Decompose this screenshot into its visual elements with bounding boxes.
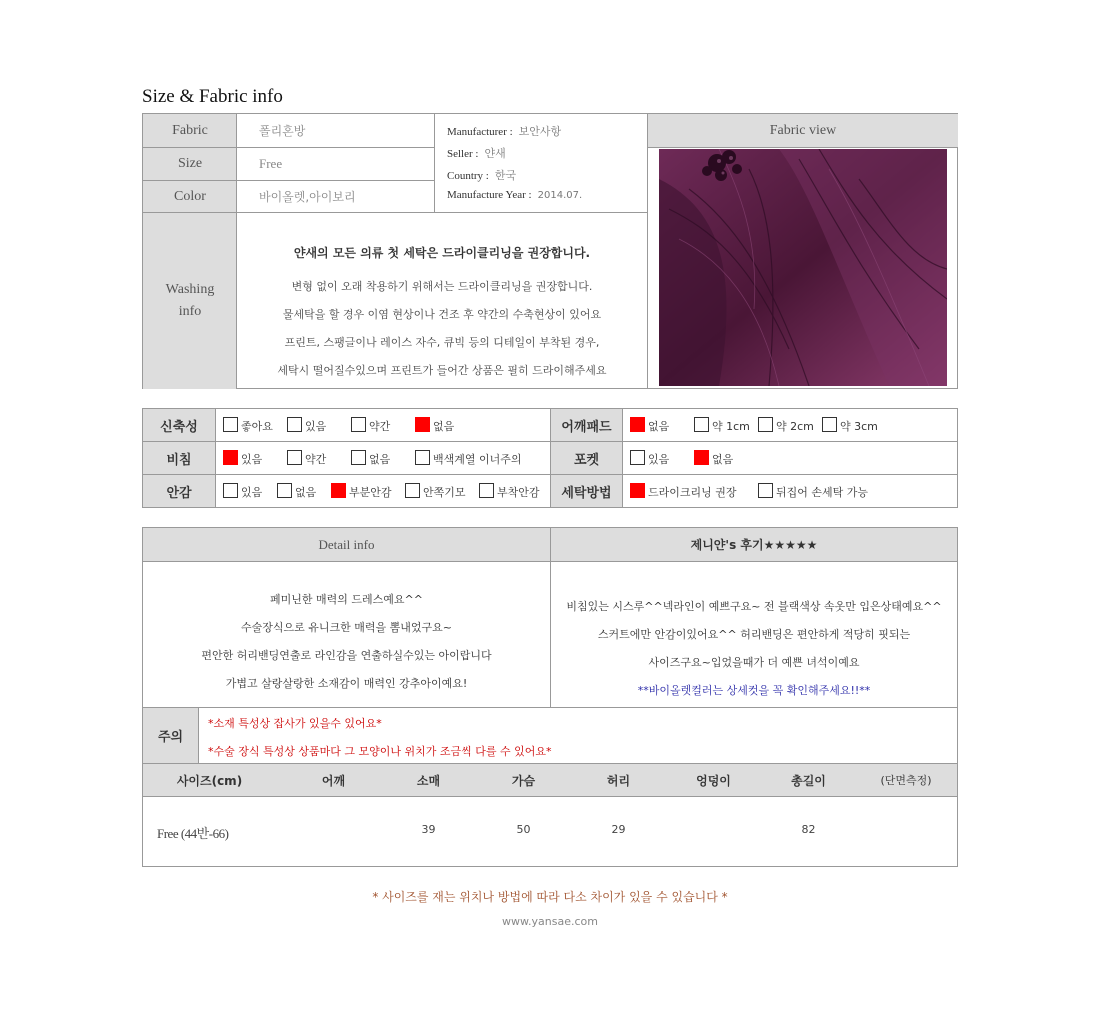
- caution-line: *수술 장식 특성상 상품마다 그 모양이나 위치가 조금씩 다를 수 있어요*: [208, 745, 552, 758]
- size-table-header-cell: (단면측정): [880, 774, 932, 787]
- year-value: 2014.07.: [537, 190, 583, 201]
- detail-line: 수술장식으로 유니크한 매력을 뽐내었구요~: [241, 621, 452, 634]
- property-option-label: 있음: [305, 420, 327, 433]
- property-option-label: 있음: [648, 453, 670, 466]
- color-value: 바이올렛,아이보리: [259, 190, 356, 204]
- review-label: 제니얀's 후기★★★★★: [551, 528, 957, 561]
- size-label: Size: [143, 148, 237, 180]
- property-option-label: 있음: [241, 453, 263, 466]
- color-label: Color: [143, 181, 237, 212]
- property-option-label: 백색계열 이너주의: [433, 453, 522, 466]
- washing-label-line-2: info: [178, 304, 202, 319]
- property-option-label: 없음: [648, 420, 670, 433]
- washing-label-line-1: Washing: [165, 282, 215, 297]
- review-line: 사이즈구요~입었을때가 더 예쁜 녀석이예요: [648, 656, 860, 669]
- manufacturer-value: 보안사항: [518, 125, 562, 138]
- property-checkbox[interactable]: [758, 417, 773, 432]
- property-checkbox[interactable]: [479, 483, 494, 498]
- property-checkbox[interactable]: [351, 450, 366, 465]
- property-checkbox[interactable]: [694, 417, 709, 432]
- property-checkbox[interactable]: [405, 483, 420, 498]
- size-table-cell: 50: [516, 823, 531, 836]
- property-checkbox[interactable]: [630, 417, 645, 432]
- seller-value: 얀새: [484, 147, 506, 160]
- property-option-label: 뒤집어 손세탁 가능: [776, 486, 869, 499]
- fabric-swatch-svg: [659, 149, 947, 386]
- washing-headline: 얀새의 모든 의류 첫 세탁은 드라이클리닝을 권장합니다.: [293, 246, 591, 260]
- country-value: 한국: [494, 169, 517, 182]
- property-option-label: 있음: [241, 486, 263, 499]
- detail-info-label: Detail info: [143, 528, 550, 561]
- property-checkbox[interactable]: [694, 450, 709, 465]
- size-table-cell: Free (44반-66): [157, 826, 229, 841]
- washing-line: 물세탁을 할 경우 이염 현상이나 건조 후 약간의 수축현상이 있어요: [282, 308, 602, 321]
- property-checkbox[interactable]: [287, 417, 302, 432]
- property-option-label: 부분안감: [349, 486, 392, 499]
- year-label: Manufacture Year :: [447, 189, 532, 201]
- property-option-label: 드라이크리닝 권장: [648, 486, 737, 499]
- property-label: 어깨패드: [551, 409, 622, 441]
- property-option-label: 없음: [712, 453, 734, 466]
- detail-line: 편안한 허리밴딩연출로 라인감을 연출하실수있는 아이랍니다: [201, 649, 492, 662]
- fabric-info-table: [142, 113, 958, 389]
- washing-line: 변형 없이 오래 착용하기 위해서는 드라이클리닝을 권장합니다.: [291, 280, 593, 293]
- property-checkbox[interactable]: [630, 483, 645, 498]
- size-table-header-cell: 사이즈(cm): [176, 774, 243, 788]
- seller-row: [447, 145, 506, 161]
- property-option-label: 약 2cm: [776, 420, 814, 433]
- property-option-label: 약 1cm: [712, 420, 750, 433]
- site-url: www.yansae.com: [502, 915, 598, 928]
- property-option-label: 좋아요: [241, 420, 273, 433]
- washing-line: 프린트, 스팽글이나 레이스 자수, 큐빅 등의 디테일이 부착된 경우,: [284, 336, 600, 349]
- property-option-label: 없음: [295, 486, 317, 499]
- detail-table: [142, 527, 958, 867]
- size-disclaimer: * 사이즈를 재는 위치나 방법에 따라 다소 차이가 있을 수 있습니다 *: [372, 890, 728, 904]
- size-table-header-cell: 총길이: [791, 774, 826, 788]
- size-table-header-cell: 소매: [416, 774, 441, 788]
- property-checkbox[interactable]: [277, 483, 292, 498]
- property-checkbox[interactable]: [331, 483, 346, 498]
- fabric-swatch-image: [659, 149, 947, 386]
- caution-line: *소재 특성상 잡사가 있을수 있어요*: [208, 717, 382, 730]
- size-table-header-cell: 허리: [606, 774, 631, 788]
- property-option-label: 약간: [305, 453, 327, 466]
- size-table-cell: 39: [421, 823, 436, 836]
- review-note: **바이올렛컬러는 상세컷을 꼭 확인해주세요!!**: [637, 684, 871, 697]
- property-label: 신축성: [143, 409, 215, 441]
- property-checkbox[interactable]: [822, 417, 837, 432]
- year-row: [447, 189, 582, 201]
- property-checkbox[interactable]: [758, 483, 773, 498]
- size-table-header-cell: 엉덩이: [696, 774, 731, 788]
- properties-table: [142, 408, 958, 508]
- property-checkbox[interactable]: [223, 417, 238, 432]
- size-table-cell: 29: [611, 823, 626, 836]
- country-row: [447, 167, 516, 183]
- size-table-header-cell: 어깨: [321, 774, 346, 788]
- manufacturer-row: [447, 123, 561, 139]
- country-label: Country :: [447, 170, 489, 182]
- property-label: 포켓: [551, 442, 622, 474]
- washing-info-content: [237, 213, 647, 389]
- property-option-label: 없음: [369, 453, 391, 466]
- property-option-label: 없음: [433, 420, 455, 433]
- washing-label: [143, 213, 237, 389]
- caution-label: 주의: [143, 708, 198, 763]
- size-table-header-cell: 가슴: [511, 774, 536, 788]
- property-option-label: 부착안감: [497, 486, 540, 499]
- property-option-label: 약간: [369, 420, 391, 433]
- property-label: 비침: [143, 442, 215, 474]
- property-checkbox[interactable]: [351, 417, 366, 432]
- property-label: 안감: [143, 475, 215, 507]
- fabric-value: 폴리혼방: [259, 124, 306, 138]
- property-label: 세탁방법: [551, 475, 622, 507]
- property-checkbox[interactable]: [287, 450, 302, 465]
- size-table-cell: 82: [801, 823, 816, 836]
- fabric-view-label: Fabric view: [648, 114, 958, 147]
- detail-line: 가볍고 살랑살랑한 소재감이 매력인 강추아이예요!: [225, 677, 468, 690]
- washing-line: 세탁시 떨어질수있으며 프린트가 들어간 상품은 필히 드라이해주세요: [277, 364, 607, 377]
- property-checkbox[interactable]: [223, 450, 238, 465]
- review-line: 비침있는 시스루^^넥라인이 예쁘구요~ 전 블랙색상 속옷만 입은상태예요^^: [566, 600, 942, 613]
- property-checkbox[interactable]: [630, 450, 645, 465]
- fabric-label: Fabric: [143, 114, 237, 147]
- property-checkbox[interactable]: [415, 450, 430, 465]
- detail-line: 페미닌한 매력의 드레스예요^^: [270, 593, 423, 606]
- manufacturer-label: Manufacturer :: [447, 126, 513, 138]
- size-value: Free: [259, 156, 283, 171]
- review-line: 스커트에만 안감이있어요^^ 허리밴딩은 편안하게 적당히 핏되는: [597, 628, 911, 641]
- property-option-label: 안쪽기모: [423, 486, 466, 499]
- property-option-label: 약 3cm: [840, 420, 878, 433]
- seller-label: Seller :: [447, 148, 479, 160]
- page-title: Size & Fabric info: [142, 86, 283, 107]
- property-checkbox[interactable]: [415, 417, 430, 432]
- property-checkbox[interactable]: [223, 483, 238, 498]
